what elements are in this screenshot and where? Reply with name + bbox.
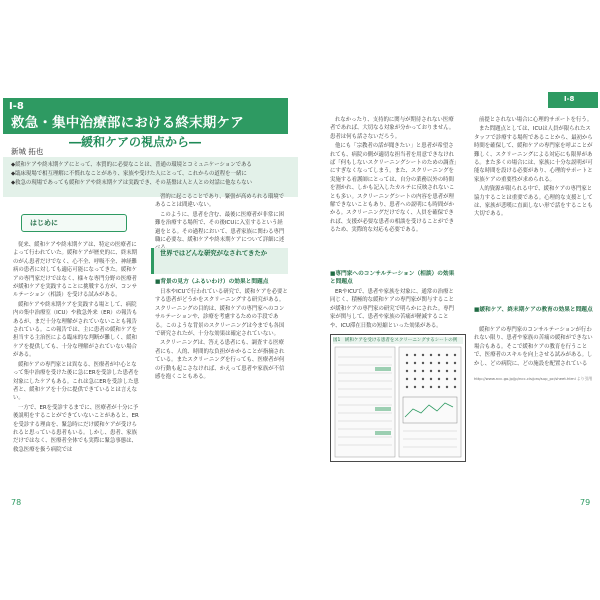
paragraph: ERやICUで、患者や家族を対象に、通常の治療と同じく、積極的な緩和ケアの専門家が関与することが緩和ケアの専門家の研究で明らかにされた。専門家が関与して、患者や家族の苦痛が軽減することや、ICU滞在日数の短縮といった効果がある。 <box>330 289 454 329</box>
figure-source: http://www.ncc.go.jp/jp/ncc-cis/pro/sup_pc/sheet.html より引用 <box>474 376 593 381</box>
subheading-consultation: ■専門家へのコンサルテーション（相談）の効果と問題点 <box>330 271 455 285</box>
left-column-2-top <box>155 193 288 243</box>
paragraph: れなかったり、支持的に関与が期待されない医療者であれば、大切なる対象が分かっておりません。患者は何も話さないだろう。 <box>330 117 455 140</box>
section-heading-box <box>151 248 288 274</box>
summary-line: ◆緩和ケアや終末期ケアにとって、本質的に必要なことは、普通の環境とコミュニケーションである <box>11 162 252 168</box>
chapter-tab <box>548 92 598 108</box>
subheading-education: ■緩和ケア、終末期ケアの教育の効果と問題点 <box>474 307 593 313</box>
right-column-1 <box>330 116 458 266</box>
chapter-number: Ⅰ-8 <box>9 101 24 112</box>
intro-heading: はじめに <box>30 219 58 227</box>
paragraph: 習的に起こることであり、緊張が高められる環境であることは間違いない。 <box>155 194 284 209</box>
left-column-1 <box>13 241 141 516</box>
screening-sheet-illustration <box>335 347 461 457</box>
right-page <box>302 88 597 518</box>
paragraph: 人的資源が限られる中で、緩和ケアの専門家と協力することは重要である。心理的な支援としては、家族が悲嘆に直面しない形で話をすることも大切である。 <box>474 186 593 218</box>
chapter-tab-label: Ⅰ-8 <box>564 95 575 103</box>
summary-line: ◆臨床現場で相互理解に不慣れなことがあり、家族や受けた人にとって、これからの道程を一緒に <box>11 171 247 177</box>
paragraph: 従来、緩和ケアや終末期ケアは、特定の医療者によって行われていた。緩和ケアが歴史的に、終末期のがん患者だけでなく、心不全、呼吸不全、神経難病の患者に対しても適応可能になってきた。緩和ケアの専門家だけではなく、様々な専門分野の医療者が緩和ケアを実践することに挑戦する方が、コンサルテーション（相談）を受ける試みがある。 <box>13 242 137 299</box>
chapter-title: 救急・集中治療部における終末期ケア <box>11 115 244 131</box>
paragraph: 他にも「宗教者の話が聞きたい」と患者が希望されても、病院の側が適切な担当者を用意できなければ「何もしないスクリーニングシートのための調査」にすぎなくなってしまう。また、スクリーニングを実施する看護師にとっては、自分の業務以外の時間を割かれ、しかも記入したカルテに反映されないことも多い。スクリーニングシートの内容を患者が理解できないこともあり、患者への説明にも時間がかかる。スクリーニングだけでなく、人員を確保できれば、支援が必要な患者の相談を受けることができるため、実際的な対応も必要である。 <box>330 143 457 234</box>
chapter-subtitle: ―緩和ケアの視点から― <box>69 135 202 149</box>
paragraph: 前提とされない場合に心理的サポートを行う。 <box>479 117 593 123</box>
intro-heading-box <box>21 214 127 232</box>
summary-box <box>3 157 298 197</box>
author-name: 新城 拓也 <box>11 147 44 156</box>
subheading-screening: ■背景の見方（ふるいわけ）の効果と問題点 <box>155 279 269 285</box>
figure-caption: 図1 緩和ケアを受ける患者をスクリーニングするシートの例 <box>333 337 463 344</box>
paragraph: 一方で、ERを受診するまでに、医療者が十分に予後説明をすることができていないことがあると、ERを受診する理由を、緊急時にだけ緩和ケアが受けられると思っている患者もいる。しかし、患者、家族だけではなく、医療者全体でも実際に緊急事態は、救急医療を扱う病院では <box>13 404 139 453</box>
paragraph: 緩和ケアの専門家のコンサルテーションが行われない限り、患者や家族の苦痛の緩和ができない場合もある。そこで緩和ケアの教育を行うことで、医療者のスキルを向上させる試みがある。しかし、どの病院に、どの施設を配置されている <box>474 327 593 367</box>
summary-line: ◆救急の現場であっても緩和ケアや終末期ケアは実践でき、その基盤は人と人との対話に他ならない <box>11 180 253 186</box>
page-number-left: 78 <box>11 498 22 507</box>
paragraph: このように、患者を含む、最後に医療者が非常に困難を治療する場所で、その後ICUに入室するという経過をとる。その過程において、患者家族に関わる専門職に必要な、緩和ケアや終末期ケアについて詳細に述 <box>155 211 285 244</box>
paragraph: 緩和ケアの専門家とは異なる、医療者が中心となって集中治療を受けた後に急にERを受診した患者を対象にしたケアもある。これは急にERを受診した患者と、緩和ケアを十分に提供できているとは言えない。 <box>13 361 139 402</box>
right-column-2b <box>474 326 594 366</box>
paragraph: 日本やICUで行われている研究で、緩和ケアを必要とする患者がどうかをスクリーニングする研究がある。スクリーニングの目的は、緩和ケアの専門家へのコンサルテーションや、診療を考慮するための手段である。このような背景のスクリーニングは今までも各国で研究されたが、十分な効果は確定されていない。 <box>155 289 288 338</box>
screening-sheet-figure <box>330 334 466 462</box>
left-column-2-bottom <box>155 288 288 518</box>
section-heading: 世界ではどんな研究がなされてきたか <box>160 250 268 257</box>
right-column-2 <box>474 116 594 302</box>
paragraph: 緩和ケアや終末期ケアを実践する場として、病院内の集中治療室（ICU）や救急外来（ER）の報告もあるが、まだ十分な理解がされていないことも報告されている。この報告では、主に患者の緩和ケアを担当する主治医による臨床的な判断が難しく、緩和ケアを提供しても、十分な理解がされていない場合がある。 <box>13 301 138 359</box>
paragraph: スクリーニングは、答える患者にも、調査する医療者にも、人的、時間的な負担がかかることが指摘されている。またスクリーニングを行っても、医療者が何の行動も起こさなければ、かえって患者や家族が不信感を抱くこともある。 <box>155 340 285 381</box>
paragraph: また問題点としては、ICUは人員が限られたスタッフで診療する場所であることから、最初から時間を確保して、緩和ケアの専門家を呼ぶことが難しく、スクリーニングによる対応にも限界がある。また多くの場合には、家族に十分な説明が可能な時間を設ける必要があり、心理的サポートと家族ケアの重要性が求められる。 <box>474 126 593 183</box>
page-number-right: 79 <box>580 498 591 507</box>
left-page <box>3 88 298 518</box>
right-column-1b <box>330 288 458 332</box>
chapter-header <box>3 98 288 134</box>
